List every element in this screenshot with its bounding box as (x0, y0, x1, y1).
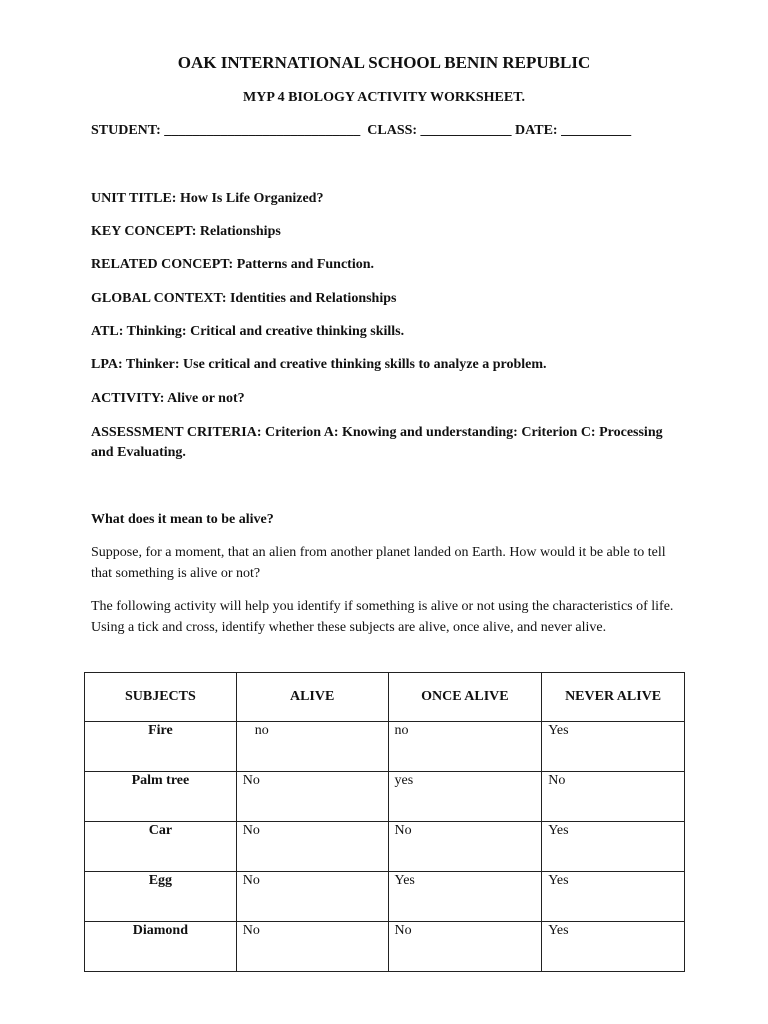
table-row (85, 722, 685, 772)
learner-profile-attribute: LPA: Thinker: Use critical and creative thinking skills to analyze a problem. (91, 357, 547, 372)
table-header-row (85, 673, 685, 722)
subject-cell: Egg (85, 872, 237, 922)
table-row (85, 822, 685, 872)
once-alive-cell: No (388, 822, 542, 872)
worksheet-title: MYP 4 BIOLOGY ACTIVITY WORKSHEET. (243, 90, 525, 105)
never-alive-cell: Yes (542, 822, 685, 872)
key-concept: KEY CONCEPT: Relationships (91, 224, 281, 239)
header-subjects: SUBJECTS (85, 673, 237, 722)
school-title: OAK INTERNATIONAL SCHOOL BENIN REPUBLIC (177, 53, 591, 72)
subject-cell: Diamond (85, 922, 237, 972)
subject-cell: Car (85, 822, 237, 872)
related-concept: RELATED CONCEPT: Patterns and Function. (91, 257, 375, 272)
once-alive-cell: Yes (388, 872, 542, 922)
instructions-paragraph: The following activity will help you identify if something is alive or not using the characteristics of life. Using a tick and cross, identify whether these subjects are alive, once alive, and never alive. (91, 599, 674, 635)
never-alive-cell: Yes (542, 872, 685, 922)
once-alive-cell: no (388, 722, 542, 772)
table-row (85, 772, 685, 822)
table-row (85, 872, 685, 922)
subjects-table (84, 672, 685, 972)
once-alive-cell: yes (388, 772, 542, 822)
intro-paragraph: Suppose, for a moment, that an alien from another planet landed on Earth. How would it be able to tell that something is alive or not? (91, 545, 666, 581)
assessment-criteria: ASSESSMENT CRITERIA: Criterion A: Knowing and understanding: Criterion C: Processing and Evaluating. (91, 425, 663, 460)
question-heading: What does it mean to be alive? (91, 512, 274, 527)
atl-skills: ATL: Thinking: Critical and creative thinking skills. (91, 324, 405, 339)
never-alive-cell: Yes (542, 722, 685, 772)
student-info-line: STUDENT: ____________________________ CLASS: _____________ DATE: __________ (91, 123, 632, 138)
once-alive-cell: No (388, 922, 542, 972)
unit-title: UNIT TITLE: How Is Life Organized? (91, 191, 324, 206)
subject-cell: Fire (85, 722, 237, 772)
header-never-alive: NEVER ALIVE (542, 673, 685, 722)
alive-cell: No (236, 772, 388, 822)
global-context: GLOBAL CONTEXT: Identities and Relationships (91, 291, 397, 306)
subject-cell: Palm tree (85, 772, 237, 822)
never-alive-cell: Yes (542, 922, 685, 972)
table-row (85, 922, 685, 972)
header-alive: ALIVE (236, 673, 388, 722)
alive-cell: No (236, 922, 388, 972)
header-once-alive: ONCE ALIVE (388, 673, 542, 722)
never-alive-cell: No (542, 772, 685, 822)
alive-cell: No (236, 822, 388, 872)
alive-cell: no (236, 722, 388, 772)
activity-title: ACTIVITY: Alive or not? (91, 391, 245, 406)
alive-cell: No (236, 872, 388, 922)
